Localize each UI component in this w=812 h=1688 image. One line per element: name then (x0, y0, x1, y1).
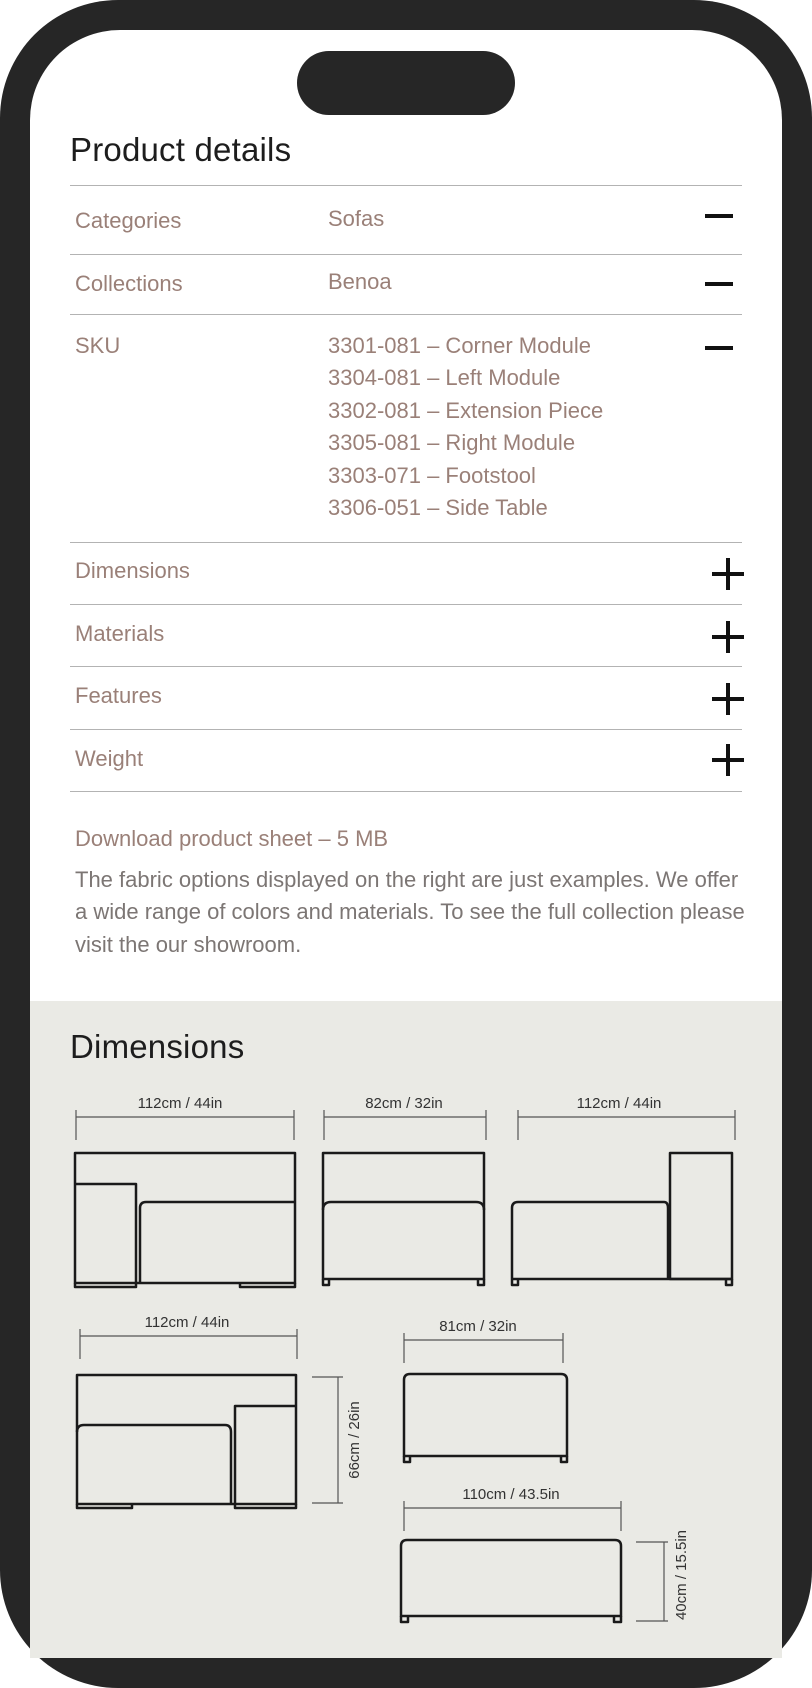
sku-item: 3304-081 – Left Module (328, 365, 561, 391)
dim-line-extension (324, 1110, 486, 1140)
product-details-heading: Product details (70, 131, 292, 168)
dim-line-right (518, 1110, 735, 1140)
side-table-drawing (401, 1540, 621, 1622)
sku-item: 3303-071 – Footstool (328, 462, 536, 488)
dim-line-left (80, 1329, 297, 1359)
sku-item: 3301-081 – Corner Module (328, 333, 591, 358)
sku-item: 3305-081 – Right Module (328, 430, 576, 456)
right-module-drawing (512, 1153, 732, 1285)
dimensions-heading: Dimensions (70, 1028, 245, 1065)
dim-label-footstool: 81cm / 32in (439, 1318, 517, 1335)
dim-label-left-height: 66cm / 26in (346, 1401, 363, 1479)
dim-line-corner (76, 1110, 294, 1140)
corner-module-drawing (75, 1153, 295, 1287)
dim-line-table-height (636, 1542, 668, 1621)
row-label: Collections (75, 271, 183, 296)
dynamic-island (297, 51, 515, 115)
row-label: SKU (75, 333, 121, 358)
row-label: Categories (75, 208, 182, 233)
dim-line-left-height (312, 1377, 343, 1503)
row-label: Materials (75, 621, 165, 646)
sku-item: 3302-081 – Extension Piece (328, 397, 604, 423)
dim-line-footstool (404, 1333, 563, 1363)
dim-label-right: 112cm / 44in (576, 1095, 662, 1112)
dim-label-table-height: 40cm / 15.5in (673, 1529, 690, 1621)
dim-label-extension: 82cm / 32in (365, 1095, 443, 1112)
dim-label-corner: 112cm / 44in (137, 1095, 223, 1112)
dim-label-left: 112cm / 44in (144, 1314, 230, 1331)
footstool-drawing (404, 1374, 567, 1462)
left-module-drawing (77, 1375, 296, 1508)
row-label: Features (75, 683, 162, 708)
dim-label-table: 110cm / 43.5in (462, 1486, 560, 1503)
row-value: Benoa (328, 269, 392, 294)
extension-piece-drawing (323, 1153, 484, 1285)
dim-line-table (404, 1501, 621, 1531)
row-label: Weight (75, 746, 144, 771)
sku-item: 3306-051 – Side Table (328, 495, 548, 521)
fabric-note: The fabric options displayed on the right are just examples. We offer a wide range of colors and materials. To see the full collection please visit the our showroom. (75, 867, 745, 957)
row-label: Dimensions (75, 558, 190, 583)
row-value: Sofas (328, 206, 385, 231)
download-product-sheet-link[interactable]: Download product sheet – 5 MB (75, 826, 389, 851)
